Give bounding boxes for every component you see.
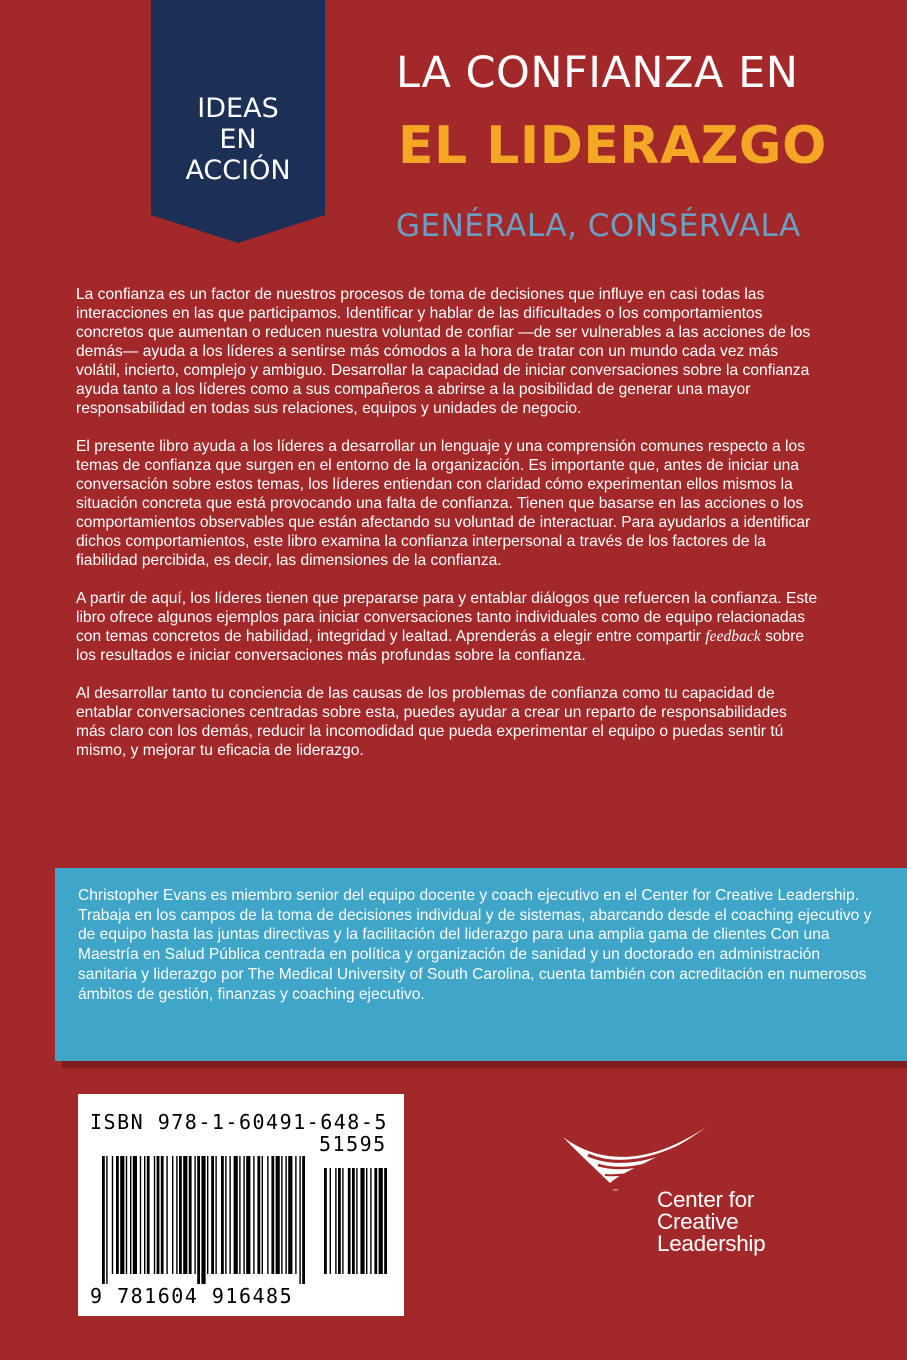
isbn-text: ISBN 978-1-60491-648-5 — [90, 1110, 388, 1134]
series-line: ACCIÓN — [185, 155, 291, 186]
author-bio-box — [55, 868, 907, 1061]
publisher-name — [657, 1189, 765, 1255]
publisher-line: Creative — [657, 1209, 739, 1234]
series-line: IDEAS — [197, 93, 279, 124]
publisher-line: Leadership — [657, 1231, 766, 1256]
description-paragraph: La confianza es un factor de nuestros procesos de toma de decisiones que influye en casi todas las interacciones en las que participamos. Identificar y hablar de las dificultades o los comportamientos concretos que aumentan o reducen nuestra voluntad de confiar —de ser vulnerables a las acciones de los demás— ayuda a los líderes a sentirse más cómodos a la hora de tratar con un mundo cada vez más volátil, incierto, complejo y ambiguo. Desarrollar la capacidad de iniciar conversaciones sobre la confianza ayuda tanto a los líderes como a sus compañeros a abrirse a la posibilidad de generar una mayor responsabilidad en todas sus relaciones, equipos y unidades de negocio. — [76, 286, 811, 417]
publisher-line: Center for — [657, 1187, 755, 1212]
ean-digits: 9 781604 916485 — [90, 1284, 294, 1308]
price-addon-digits: 51595 — [319, 1132, 387, 1156]
book-title-line1: LA CONFIANZA EN — [396, 48, 799, 98]
series-name — [151, 93, 325, 186]
series-banner — [151, 0, 325, 243]
isbn-barcode — [78, 1094, 404, 1316]
description-paragraph: Al desarrollar tanto tu conciencia de las causas de los problemas de confianza como tu capacidad de entablar conversaciones centradas sobre esta, puedes ayudar a crear un reparto de responsabilidades más claro con los demás, reducir la incomodidad que pueda experimentar el equipo o puedas sentir tú mismo, y mejorar tu eficacia de liderazgo. — [76, 685, 787, 759]
author-bio: Christopher Evans es miembro senior del equipo docente y coach ejecutivo en el Center for Creative Leadership. Trabaja en los campos de la toma de decisiones individual y de sistemas, abarcando desde el coaching ejecutivo y de equipo hasta las juntas directivas y la facilitación del liderazgo para una amplia gama de clientes Con una Maestría en Salud Pública centrada en política y organización de sanidad y un doctorado en administración sanitaria y liderazgo por The Medical University of South Carolina, cuenta también con acreditación en numerosos ámbitos de gestión, finanzas y coaching ejecutivo. — [78, 887, 872, 1003]
series-line: EN — [219, 124, 257, 155]
book-subtitle: GENÉRALA, CONSÉRVALA — [396, 208, 801, 244]
description-paragraph: A partir de aquí, los líderes tienen que prepararse para y entablar diálogos que refuercen la confianza. Este libro ofrece algunos ejemplos para iniciar conversaciones tanto individuales como de equipo relacionadas con temas concretos de habilidad, integridad y lealtad. Aprenderás a elegir entre compartir feedback sobre los resultados e iniciar conversaciones más profundas sobre la confianza. — [76, 590, 818, 664]
ccl-sail-logo-icon — [560, 1125, 710, 1195]
feedback-term: feedback — [705, 628, 761, 645]
book-description — [76, 285, 818, 779]
trademark-mark: ™ — [612, 1188, 619, 1195]
book-title-line2: EL LIDERAZGO — [398, 116, 827, 176]
description-paragraph: El presente libro ayuda a los líderes a desarrollar un lenguaje y una comprensión comunes respecto a los temas de confianza que surgen en el entorno de la organización. Es importante que, antes de iniciar una conversación sobre estos temas, los líderes entiendan con claridad cómo experimentan ellos mismos la situación concreta que está provocando una falta de confianza. Tienen que basarse en las acciones o los comportamientos observables que están afectando su voluntad de interactuar. Para ayudarlos a identificar dichos comportamientos, este libro examina la confianza interpersonal a través de los factores de la fiabilidad percibida, es decir, las dimensiones de la confianza. — [76, 438, 811, 569]
barcode-bars — [92, 1156, 392, 1284]
